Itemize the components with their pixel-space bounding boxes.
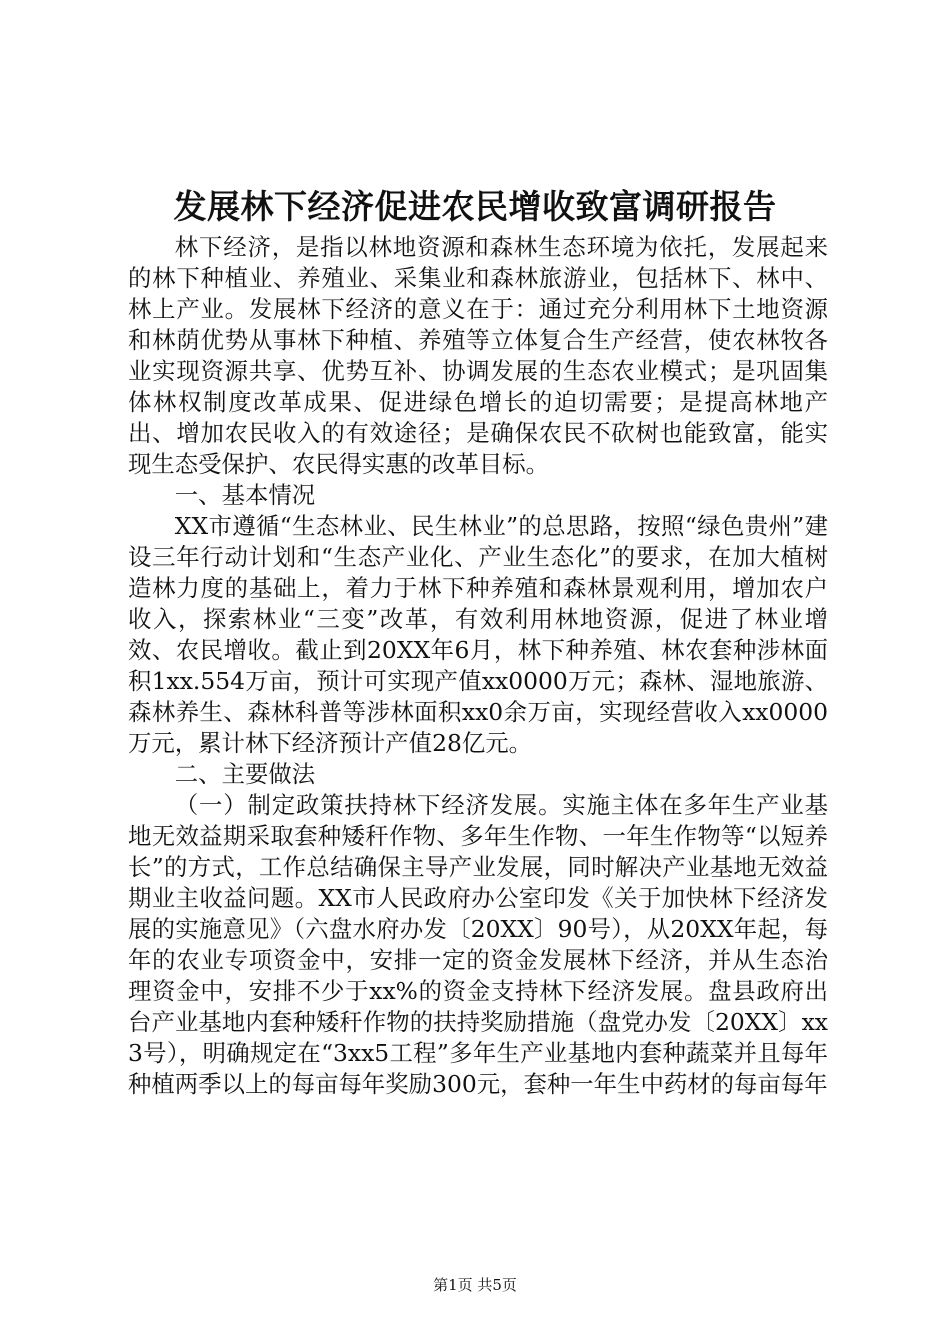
document-title: 发展林下经济促进农民增收致富调研报告 — [173, 187, 777, 226]
page-number-footer: 第1页 共5页 — [433, 1276, 517, 1294]
intro-paragraph: 林下经济，是指以林地资源和森林生态环境为依托，发展起来的林下种植业、养殖业、采集业和森林旅游业，包括林下、林中、林上产业。发展林下经济的意义在于：通过充分利用林下土地资源和林荫优势从事林下种植、养殖等立体复合生产经营，使农林牧各业实现资源共享、优势互补、协调发展的生态农业模式；是巩固集体林权制度改革成果、促进绿色增长的迫切需要；是提高林地产出、增加农民收入的有效途径；是确保农民不砍树也能致富，能实现生态受保护、农民得实惠的改革目标。 — [128, 233, 828, 478]
section-heading-main-practices: 二、主要做法 — [174, 760, 316, 788]
section-heading-basic-situation: 一、基本情况 — [174, 481, 316, 509]
policy-support-paragraph: （一）制定政策扶持林下经济发展。实施主体在多年生产业基地无效益期采取套种矮秆作物、多年生作物、一年生作物等“以短养长”的方式，工作总结确保主导产业发展，同时解决产业基地无效益期业主收益问题。XX市人民政府办公室印发《关于加快林下经济发展的实施意见》（六盘水府办发〔20XX〕90号），从20XX年起，每年的农业专项资金中，安排一定的资金发展林下经济，并从生态治理资金中，安排不少于xx%的资金支持林下经济发展。盘县政府出台产业基地内套种矮秆作物的扶持奖励措施（盘党办发〔20XX〕xx3号），明确规定在“3xx5工程”多年生产业基地内套种蔬菜并且每年种植两季以上的每亩每年奖励300元，套种一年生中药材的每亩每年 — [128, 791, 828, 1098]
basic-situation-paragraph: XX市遵循“生态林业、民生林业”的总思路，按照“绿色贵州”建设三年行动计划和“生态产业化、产业生态化”的要求，在加大植树造林力度的基础上，着力于林下种养殖和森林景观利用，增加农户收入，探索林业“三变”改革，有效利用林地资源，促进了林业增效、农民增收。截止到20XX年6月，林下种养殖、林农套种涉林面积1xx.554万亩，预计可实现产值xx0000万元；森林、湿地旅游、森林养生、森林科普等涉林面积xx0余万亩，实现经营收入xx0000万元，累计林下经济预计产值28亿元。 — [128, 512, 828, 757]
document-body — [128, 232, 828, 1100]
